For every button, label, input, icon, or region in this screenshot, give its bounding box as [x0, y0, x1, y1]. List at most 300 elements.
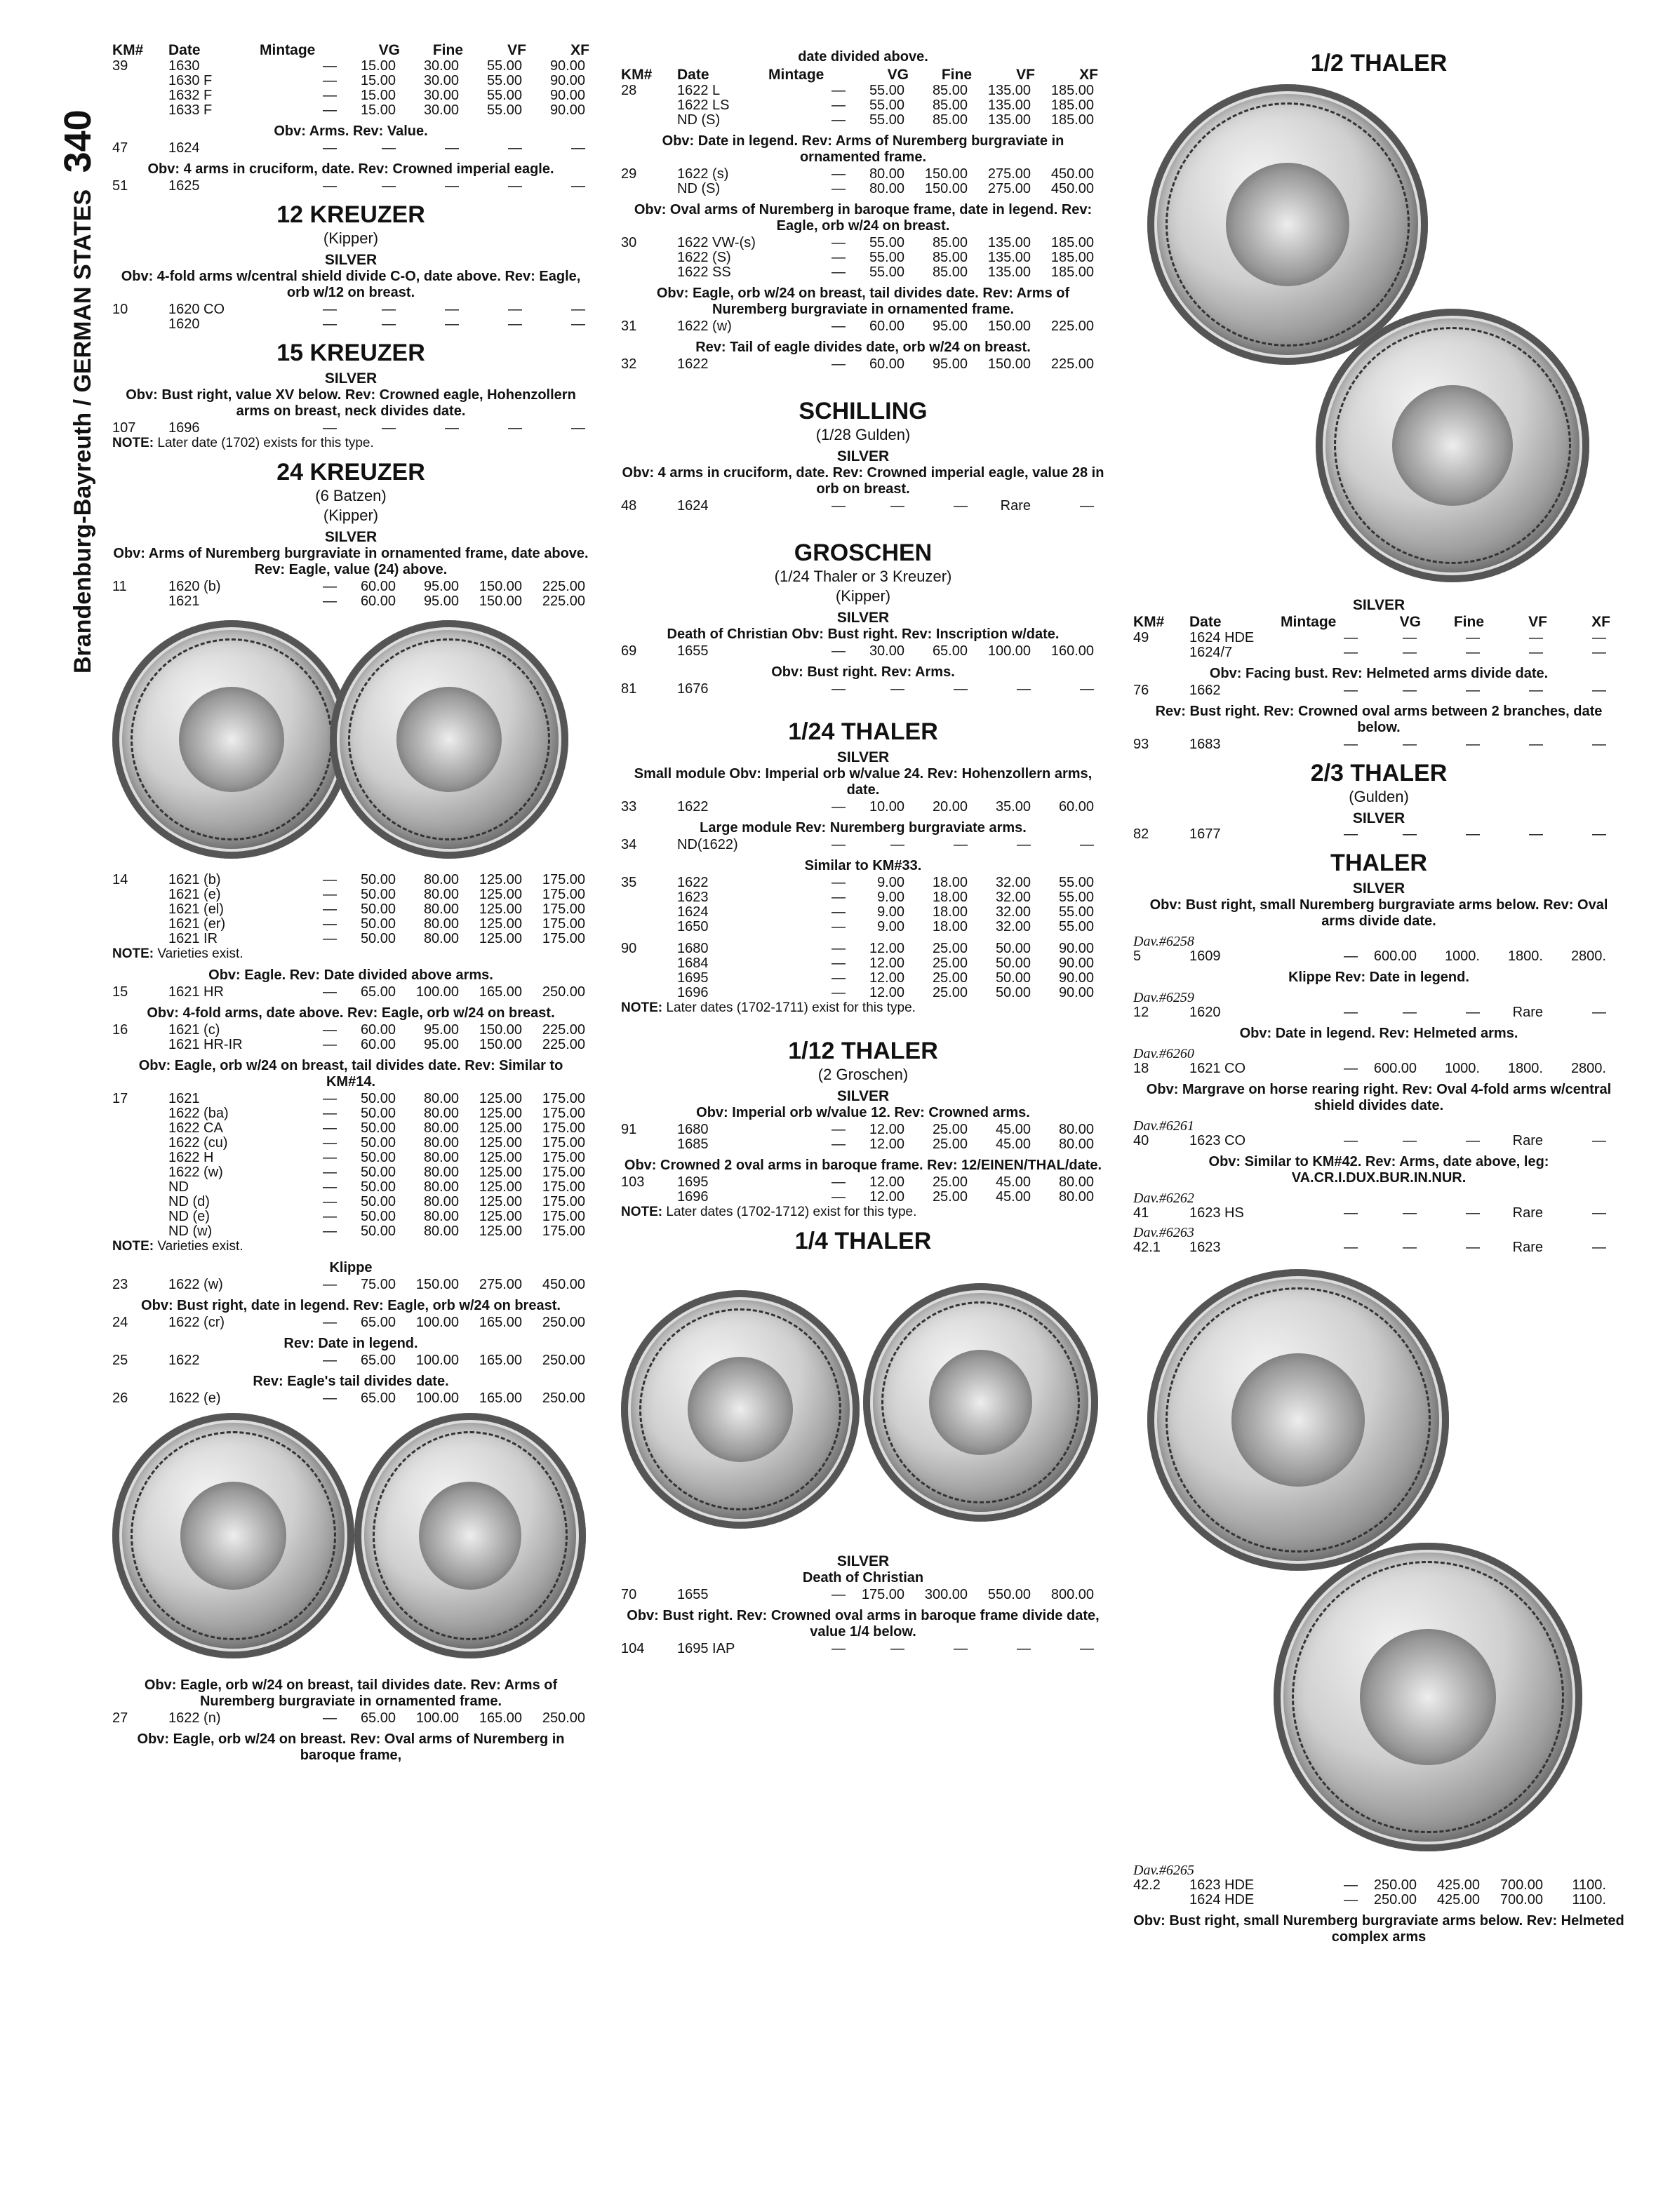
mintage: —	[1344, 1892, 1358, 1908]
spacer	[260, 1353, 295, 1368]
coin-photo-pair	[621, 1269, 1105, 1550]
type-description: Rev: Tail of eagle divides date, orb w/24 on breast.	[695, 340, 1031, 355]
type-description: Obv: Bust right, value XV below. Rev: Crowned eagle, Hohenzollern arms on breast, neck divides date.	[126, 387, 576, 419]
fine-value: 25.00	[932, 941, 968, 956]
vg-value: 9.00	[877, 919, 904, 934]
vg-value: 12.00	[869, 970, 904, 986]
vf-value: 550.00	[987, 1587, 1031, 1602]
mintage: —	[1344, 683, 1358, 698]
mintage: —	[323, 178, 337, 194]
km-number: 29	[621, 166, 637, 182]
table-row	[621, 838, 1105, 852]
table-row	[1133, 645, 1624, 660]
spacer	[768, 113, 803, 128]
mintage: —	[832, 919, 846, 934]
fine-value: —	[1466, 683, 1480, 698]
vf-value: —	[508, 420, 522, 436]
table-row	[621, 250, 1105, 265]
type-description: Large module Rev: Nuremberg burgraviate arms.	[700, 820, 1027, 836]
table-row	[1133, 949, 1624, 964]
vf-value: 700.00	[1500, 1892, 1543, 1908]
date: 1622	[677, 799, 709, 815]
fine-value: —	[445, 178, 459, 194]
mintage: —	[1344, 645, 1358, 660]
type-description: Obv: Bust right. Rev: Crowned oval arms in baroque frame divide date, value 1/4 below.	[627, 1608, 1100, 1640]
km-number: 11	[112, 579, 127, 594]
xf-value: 80.00	[1058, 1137, 1094, 1152]
date: ND (w)	[168, 1224, 213, 1239]
vf-value: 135.00	[987, 235, 1031, 250]
running-title: Brandenburg-Bayreuth / GERMAN STATES	[69, 189, 96, 673]
spacer	[1281, 645, 1316, 660]
date: 1621	[168, 594, 200, 609]
xf-value: 80.00	[1058, 1122, 1094, 1137]
vg-value: 50.00	[360, 1209, 396, 1224]
spacer	[768, 941, 803, 956]
spacer	[768, 319, 803, 334]
table-row	[621, 113, 1105, 128]
mintage: —	[323, 1710, 337, 1726]
fine-value: 100.00	[415, 1710, 459, 1726]
table-row	[112, 59, 589, 74]
date: 1695	[677, 970, 709, 986]
fine-value: —	[1466, 630, 1480, 645]
table-row	[112, 1278, 589, 1292]
xf-value: —	[1592, 1133, 1606, 1148]
table-row	[1133, 737, 1624, 752]
xf-value: 160.00	[1050, 643, 1094, 659]
km-number: 23	[112, 1277, 128, 1292]
vf-value: 32.00	[995, 904, 1031, 920]
vf-value: 55.00	[486, 88, 522, 103]
xf-value: 55.00	[1058, 919, 1094, 934]
spacer	[768, 971, 803, 986]
fine-value: —	[445, 420, 459, 436]
mintage: —	[323, 420, 337, 436]
mintage: —	[832, 319, 846, 334]
metal-label: SILVER	[324, 252, 378, 268]
metal-label: SILVER	[836, 610, 890, 626]
table-row	[1133, 1878, 1624, 1893]
fine-value: 425.00	[1436, 1892, 1480, 1908]
mintage: —	[323, 88, 337, 103]
xf-value: 90.00	[1058, 985, 1094, 1000]
vg-value: —	[1403, 683, 1417, 698]
vf-value: 125.00	[479, 1150, 522, 1165]
vg-value: —	[1403, 1005, 1417, 1020]
spacer	[1281, 683, 1316, 698]
xf-value: —	[1080, 837, 1094, 852]
fine-value: 425.00	[1436, 1877, 1480, 1893]
km-number	[112, 1136, 168, 1151]
table-row	[1133, 827, 1624, 842]
mintage: —	[1344, 1133, 1358, 1148]
spacer	[260, 594, 295, 609]
table-row	[621, 644, 1105, 659]
fine-value: —	[1466, 1133, 1480, 1148]
table-row	[1133, 1206, 1624, 1221]
km-number: 48	[621, 498, 637, 514]
vg-value: 12.00	[869, 956, 904, 971]
table-row	[621, 319, 1105, 334]
mintage: —	[323, 1179, 337, 1195]
date: 1622 (ba)	[168, 1106, 229, 1121]
km-number	[112, 1165, 168, 1180]
vf-value: —	[1529, 645, 1543, 660]
denomination-heading: 1/4 THALER	[794, 1228, 932, 1254]
vg-value: —	[1403, 826, 1417, 842]
table-row	[112, 1224, 589, 1239]
column-1	[112, 42, 589, 1765]
spacer	[260, 1092, 295, 1106]
fine-value: 25.00	[932, 1174, 968, 1190]
vf-value: —	[1529, 737, 1543, 752]
table-row	[112, 1136, 589, 1151]
vf-value: 125.00	[479, 1179, 522, 1195]
date: 1622 (n)	[168, 1710, 221, 1726]
vg-value: 60.00	[869, 356, 904, 372]
xf-value: 90.00	[549, 88, 585, 103]
fine-value: 18.00	[932, 904, 968, 920]
note: NOTE: Varieties exist.	[112, 1239, 243, 1254]
vf-value: 275.00	[987, 166, 1031, 182]
vf-value: 125.00	[479, 1120, 522, 1136]
vf-value: Rare	[1512, 1005, 1543, 1020]
date: 1622 (S)	[677, 250, 731, 265]
spacer	[768, 905, 803, 920]
spacer	[1281, 1893, 1316, 1908]
km-number	[621, 250, 677, 265]
spacer	[260, 1106, 295, 1121]
fine-value: 80.00	[423, 1209, 459, 1224]
type-description: Obv: 4 arms in cruciform, date. Rev: Crowned imperial eagle, value 28 in orb on breast.	[622, 465, 1104, 497]
xf-value: 185.00	[1050, 250, 1094, 265]
table-row	[621, 971, 1105, 986]
mintage: —	[323, 901, 337, 917]
vf-value: 150.00	[479, 1022, 522, 1038]
date: 1680	[677, 1122, 709, 1137]
vg-value: 9.00	[877, 890, 904, 905]
xf-value: —	[1592, 1240, 1606, 1255]
xf-value: —	[571, 420, 585, 436]
type-description: Obv: Eagle. Rev: Date divided above arms.	[208, 967, 493, 983]
fine-value: 80.00	[423, 1120, 459, 1136]
spacer	[768, 838, 803, 852]
km-number	[112, 1180, 168, 1195]
vg-value: 65.00	[360, 1315, 396, 1330]
date: ND	[168, 1179, 189, 1195]
mintage: —	[323, 316, 337, 332]
date: 1624	[677, 904, 709, 920]
spacer	[260, 1038, 295, 1052]
km-number	[621, 1137, 677, 1152]
type-description: Klippe Rev: Date in legend.	[1288, 970, 1469, 985]
date: 1624 HDE	[1189, 1892, 1255, 1908]
km-number	[112, 887, 168, 902]
vf-value: —	[508, 178, 522, 194]
table-row	[621, 905, 1105, 920]
spacer	[260, 1136, 295, 1151]
vg-value: 12.00	[869, 1137, 904, 1152]
xf-value: 1100.	[1572, 1892, 1606, 1908]
vf-value: Rare	[1512, 1240, 1543, 1255]
fine-value: —	[1466, 1005, 1480, 1020]
fine-value: 80.00	[423, 916, 459, 932]
vf-value: —	[508, 140, 522, 156]
table-row	[621, 956, 1105, 971]
denomination-subtitle: (Gulden)	[1349, 788, 1409, 805]
spacer	[260, 317, 295, 332]
mintage: —	[832, 941, 846, 956]
spacer	[768, 499, 803, 514]
type-description: Rev: Eagle's tail divides date.	[253, 1374, 449, 1389]
davenport-reference: Dav.#6261	[1133, 1118, 1194, 1134]
vg-value: 15.00	[360, 58, 396, 74]
mintage: —	[832, 264, 846, 280]
type-description: Obv: Date in legend. Rev: Arms of Nuremberg burgraviate in ornamented frame.	[662, 133, 1064, 165]
table-row	[621, 1642, 1105, 1656]
fine-value: 150.00	[415, 1277, 459, 1292]
km-number: 16	[112, 1022, 128, 1038]
vg-value: 55.00	[869, 98, 904, 113]
vg-value: 60.00	[360, 1022, 396, 1038]
mintage: —	[1344, 1240, 1358, 1255]
metal-label: SILVER	[324, 370, 378, 387]
km-number	[621, 265, 677, 280]
spacer	[768, 98, 803, 113]
mintage: —	[323, 1022, 337, 1038]
type-description: Obv: Imperial orb w/value 12. Rev: Crowned arms.	[696, 1105, 1030, 1120]
km-number: 24	[112, 1315, 128, 1330]
date: 1620 (b)	[168, 579, 221, 594]
xf-value: 55.00	[1058, 890, 1094, 905]
spacer	[1281, 737, 1316, 752]
xf-value: —	[1592, 683, 1606, 698]
vg-value: —	[890, 1641, 904, 1656]
date: 1624	[168, 140, 200, 156]
mintage: —	[1344, 1877, 1358, 1893]
km-number	[621, 98, 677, 113]
type-description: Obv: 4-fold arms w/central shield divide C-O, date above. Rev: Eagle, orb w/12 on breast.	[121, 269, 581, 300]
vg-value: 12.00	[869, 985, 904, 1000]
date: 1625	[168, 178, 200, 194]
vf-value: 275.00	[479, 1277, 522, 1292]
xf-value: 175.00	[542, 901, 585, 917]
km-number: 17	[112, 1091, 128, 1106]
date: 1620	[1189, 1005, 1221, 1020]
vf-value: 125.00	[479, 887, 522, 902]
vf-value: 125.00	[479, 1135, 522, 1151]
coin-obverse-photo	[621, 1290, 860, 1529]
table-row	[112, 1023, 589, 1038]
vf-value: 55.00	[486, 73, 522, 88]
coin-reverse-photo	[1274, 1543, 1582, 1851]
vg-value: —	[1403, 630, 1417, 645]
vf-value: 55.00	[486, 102, 522, 118]
spacer	[260, 985, 295, 1000]
km-number	[112, 917, 168, 932]
xf-value: —	[1592, 737, 1606, 752]
fine-value: 100.00	[415, 1353, 459, 1368]
km-number	[621, 1190, 677, 1205]
km-number: 103	[621, 1174, 645, 1190]
date: 1623 CO	[1189, 1133, 1246, 1148]
column-3	[1133, 42, 1624, 1947]
date: 1655	[677, 1587, 709, 1602]
fine-value: 100.00	[415, 1390, 459, 1406]
km-number	[1133, 645, 1189, 660]
denomination-heading: 2/3 THALER	[1310, 760, 1448, 786]
spacer	[768, 890, 803, 905]
table-row	[621, 800, 1105, 815]
fine-value: 85.00	[932, 98, 968, 113]
km-number: 14	[112, 872, 128, 887]
vf-value: 45.00	[995, 1137, 1031, 1152]
date: 1622	[168, 1353, 200, 1368]
date: 1655	[677, 643, 709, 659]
mintage: —	[323, 1120, 337, 1136]
spacer	[1281, 1061, 1316, 1076]
vg-value: —	[382, 178, 396, 194]
denomination-heading: 24 KREUZER	[276, 459, 425, 485]
fine-value: 18.00	[932, 919, 968, 934]
vg-value: 9.00	[877, 875, 904, 890]
table-row	[621, 1122, 1105, 1137]
mintage: —	[323, 872, 337, 887]
date: ND (S)	[677, 112, 721, 128]
xf-value: 55.00	[1058, 904, 1094, 920]
coin-obverse-photo	[1147, 1269, 1449, 1571]
mintage: —	[323, 1224, 337, 1239]
table-row	[621, 941, 1105, 956]
vf-value: 125.00	[479, 1091, 522, 1106]
fine-value: —	[954, 498, 968, 514]
denomination-heading: SCHILLING	[799, 398, 928, 424]
xf-value: 250.00	[542, 984, 585, 1000]
vf-value: 165.00	[479, 984, 522, 1000]
table-row	[112, 1165, 589, 1180]
table-row	[621, 1137, 1105, 1152]
table-row	[621, 265, 1105, 280]
metal-label: SILVER	[1352, 880, 1405, 897]
vg-value: 15.00	[360, 102, 396, 118]
spacer	[260, 1121, 295, 1136]
table-row	[112, 1315, 589, 1330]
type-description: Obv: Arms. Rev: Value.	[274, 123, 428, 139]
spacer	[768, 265, 803, 280]
coin-photo-pair	[112, 613, 589, 873]
vf-value: 275.00	[987, 181, 1031, 196]
vg-value: 10.00	[869, 799, 904, 815]
vf-value: 32.00	[995, 875, 1031, 890]
fine-value: 1000.	[1444, 1061, 1480, 1076]
vg-value: 50.00	[360, 916, 396, 932]
denomination-subtitle: (1/28 Gulden)	[815, 426, 911, 443]
vg-value: 80.00	[869, 181, 904, 196]
vg-value: 15.00	[360, 88, 396, 103]
vf-value: Rare	[1000, 498, 1031, 514]
coin-photo-pair	[112, 1409, 589, 1672]
type-description: Obv: Facing bust. Rev: Helmeted arms divide date.	[1209, 666, 1549, 681]
table-row	[621, 357, 1105, 372]
spacer	[1281, 1005, 1316, 1020]
xf-value: 175.00	[542, 1165, 585, 1180]
vg-value: —	[890, 498, 904, 514]
davenport-reference: Dav.#6263	[1133, 1225, 1194, 1240]
spacer	[260, 1278, 295, 1292]
type-description: Obv: Eagle, orb w/24 on breast. Rev: Oval arms of Nuremberg in baroque frame,	[137, 1731, 565, 1763]
mintage: —	[323, 1390, 337, 1406]
vf-value: 165.00	[479, 1315, 522, 1330]
vf-value: 165.00	[479, 1390, 522, 1406]
date: 1630	[168, 58, 200, 74]
xf-value: 185.00	[1050, 264, 1094, 280]
km-number	[112, 1224, 168, 1239]
xf-value: 90.00	[1058, 970, 1094, 986]
table-row	[112, 1353, 589, 1368]
vg-value: 55.00	[869, 235, 904, 250]
xf-value: 250.00	[542, 1353, 585, 1368]
xf-value: 80.00	[1058, 1174, 1094, 1190]
date: 1621 (e)	[168, 887, 221, 902]
km-number: 42.1	[1133, 1240, 1161, 1255]
vf-value: 150.00	[479, 579, 522, 594]
table-row	[112, 141, 589, 156]
fine-value: 85.00	[932, 112, 968, 128]
date: 1684	[677, 956, 709, 971]
spacer	[768, 167, 803, 182]
fine-value: 30.00	[423, 73, 459, 88]
vf-value: 55.00	[486, 58, 522, 74]
date: 1622 (w)	[168, 1277, 223, 1292]
vg-value: —	[890, 837, 904, 852]
km-number	[112, 317, 168, 332]
vf-value: 1800.	[1507, 949, 1543, 964]
coin-photo-pair	[1133, 77, 1624, 582]
xf-value: 250.00	[542, 1315, 585, 1330]
vf-value: 135.00	[987, 98, 1031, 113]
km-number: 39	[112, 58, 128, 74]
mintage: —	[832, 837, 846, 852]
vg-value: 60.00	[869, 319, 904, 334]
vg-value: 50.00	[360, 1194, 396, 1209]
date: 1685	[677, 1137, 709, 1152]
table-row	[1133, 631, 1624, 645]
mintage: —	[323, 1165, 337, 1180]
vg-value: 250.00	[1373, 1892, 1417, 1908]
mintage: —	[832, 1122, 846, 1137]
date: ND (d)	[168, 1194, 210, 1209]
mintage: —	[832, 181, 846, 196]
km-number: 12	[1133, 1005, 1149, 1020]
fine-value: 100.00	[415, 1315, 459, 1330]
table-row	[112, 179, 589, 194]
km-number: 33	[621, 799, 637, 815]
km-number	[112, 1106, 168, 1121]
spacer	[260, 74, 295, 88]
vf-value: 32.00	[995, 890, 1031, 905]
mintage: —	[832, 1189, 846, 1205]
km-number: 93	[1133, 737, 1149, 752]
mintage: —	[832, 985, 846, 1000]
fine-value: 80.00	[423, 1224, 459, 1239]
xf-value: 175.00	[542, 1209, 585, 1224]
fine-value: —	[1466, 737, 1480, 752]
xf-value: 60.00	[1058, 799, 1094, 815]
fine-value: 30.00	[423, 102, 459, 118]
fine-value: 80.00	[423, 1135, 459, 1151]
date: 1696	[168, 420, 200, 436]
